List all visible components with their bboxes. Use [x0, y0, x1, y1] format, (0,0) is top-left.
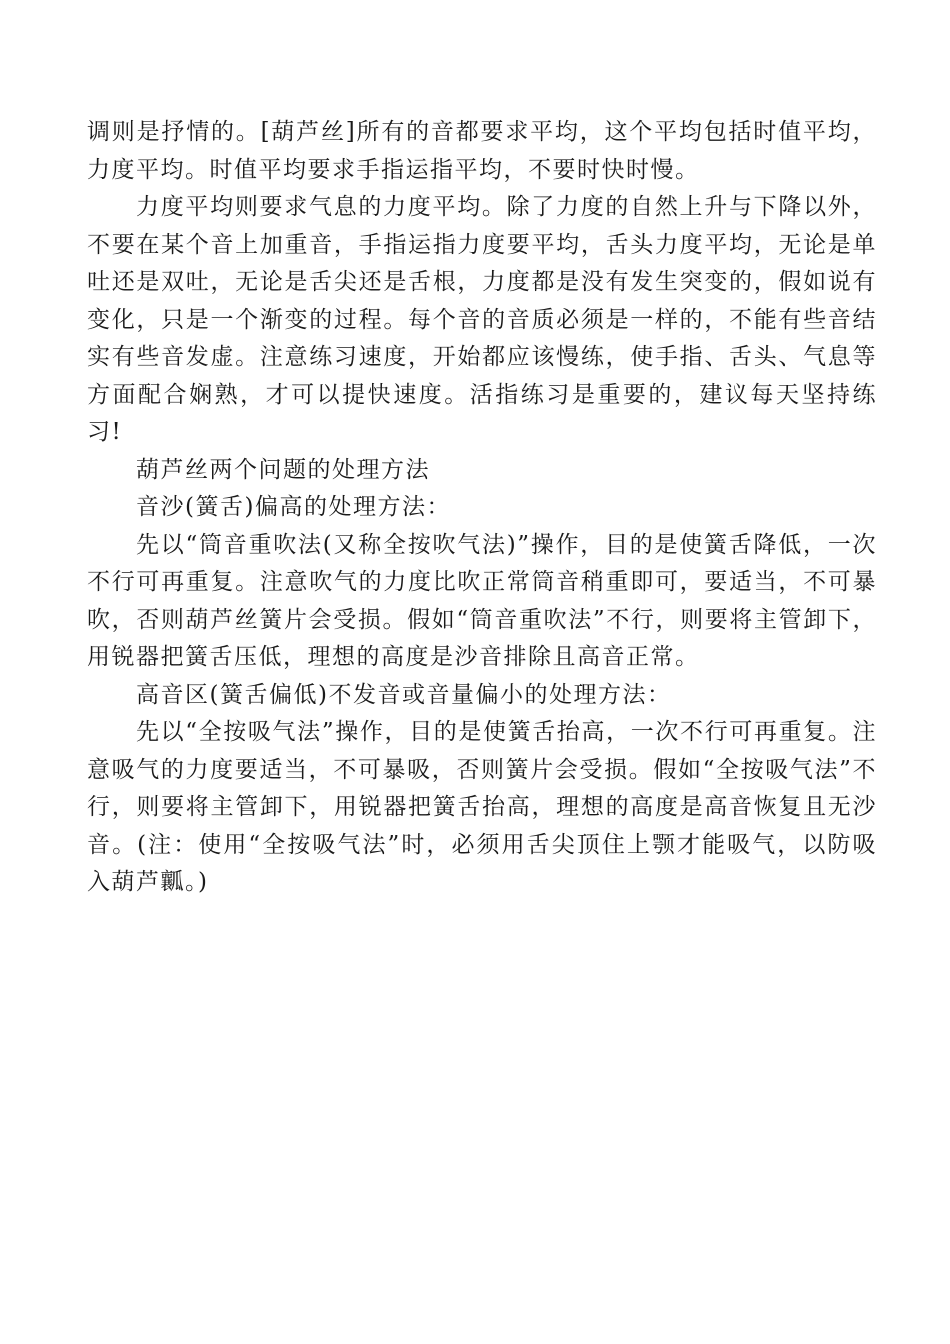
- paragraph-2: 力度平均则要求气息的力度平均。除了力度的自然上升与下降以外，不要在某个音上加重音，手指运指力度要平均，舌头力度平均，无论是单吐还是双吐，无论是舌尖还是舌根，力度都是没有发生突变的，假如说有变化，只是一个渐变的过程。每个音的音质必须是一样的，不能有些音结实有些音发虚。注意练习速度，开始都应该慢练，使手指、舌头、气息等方面配合娴熟，才可以提快速度。活指练习是重要的，建议每天坚持练习!: [87, 194, 877, 445]
- subheading-low-reed: 高音区(簧舌偏低)不发音或音量偏小的处理方法：: [136, 681, 672, 708]
- document-page: [87, 114, 877, 902]
- subheading-high-reed: 音沙(簧舌)偏高的处理方法：: [136, 494, 451, 520]
- paragraph-1: 调则是抒情的。[葫芦丝]所有的音都要求平均，这个平均包括时值平均，力度平均。时值平均要求手指运指平均，不要时快时慢。: [87, 119, 877, 183]
- section-heading: 葫芦丝两个问题的处理方法: [136, 456, 430, 483]
- paragraph-high-reed-method: 先以“筒音重吹法(又称全按吹气法)”操作，目的是使簧舌降低，一次不行可再重复。注意吹气的力度比吹正常筒音稍重即可，要适当，不可暴吹，否则葫芦丝簧片会受损。假如“筒音重吹法”不行，则要将主管卸下，用锐器把簧舌压低，理想的高度是沙音排除且高音正常。: [87, 531, 877, 670]
- paragraph-low-reed-method: 先以“全按吸气法”操作，目的是使簧舌抬高，一次不行可再重复。注意吸气的力度要适当，不可暴吸，否则簧片会受损。假如“全按吸气法”不行，则要将主管卸下，用锐器把簧舌抬高，理想的高度是高音恢复且无沙音。(注：使用“全按吸气法”时，必须用舌尖顶住上颚才能吸气，以防吸入葫芦瓤。): [87, 719, 877, 895]
